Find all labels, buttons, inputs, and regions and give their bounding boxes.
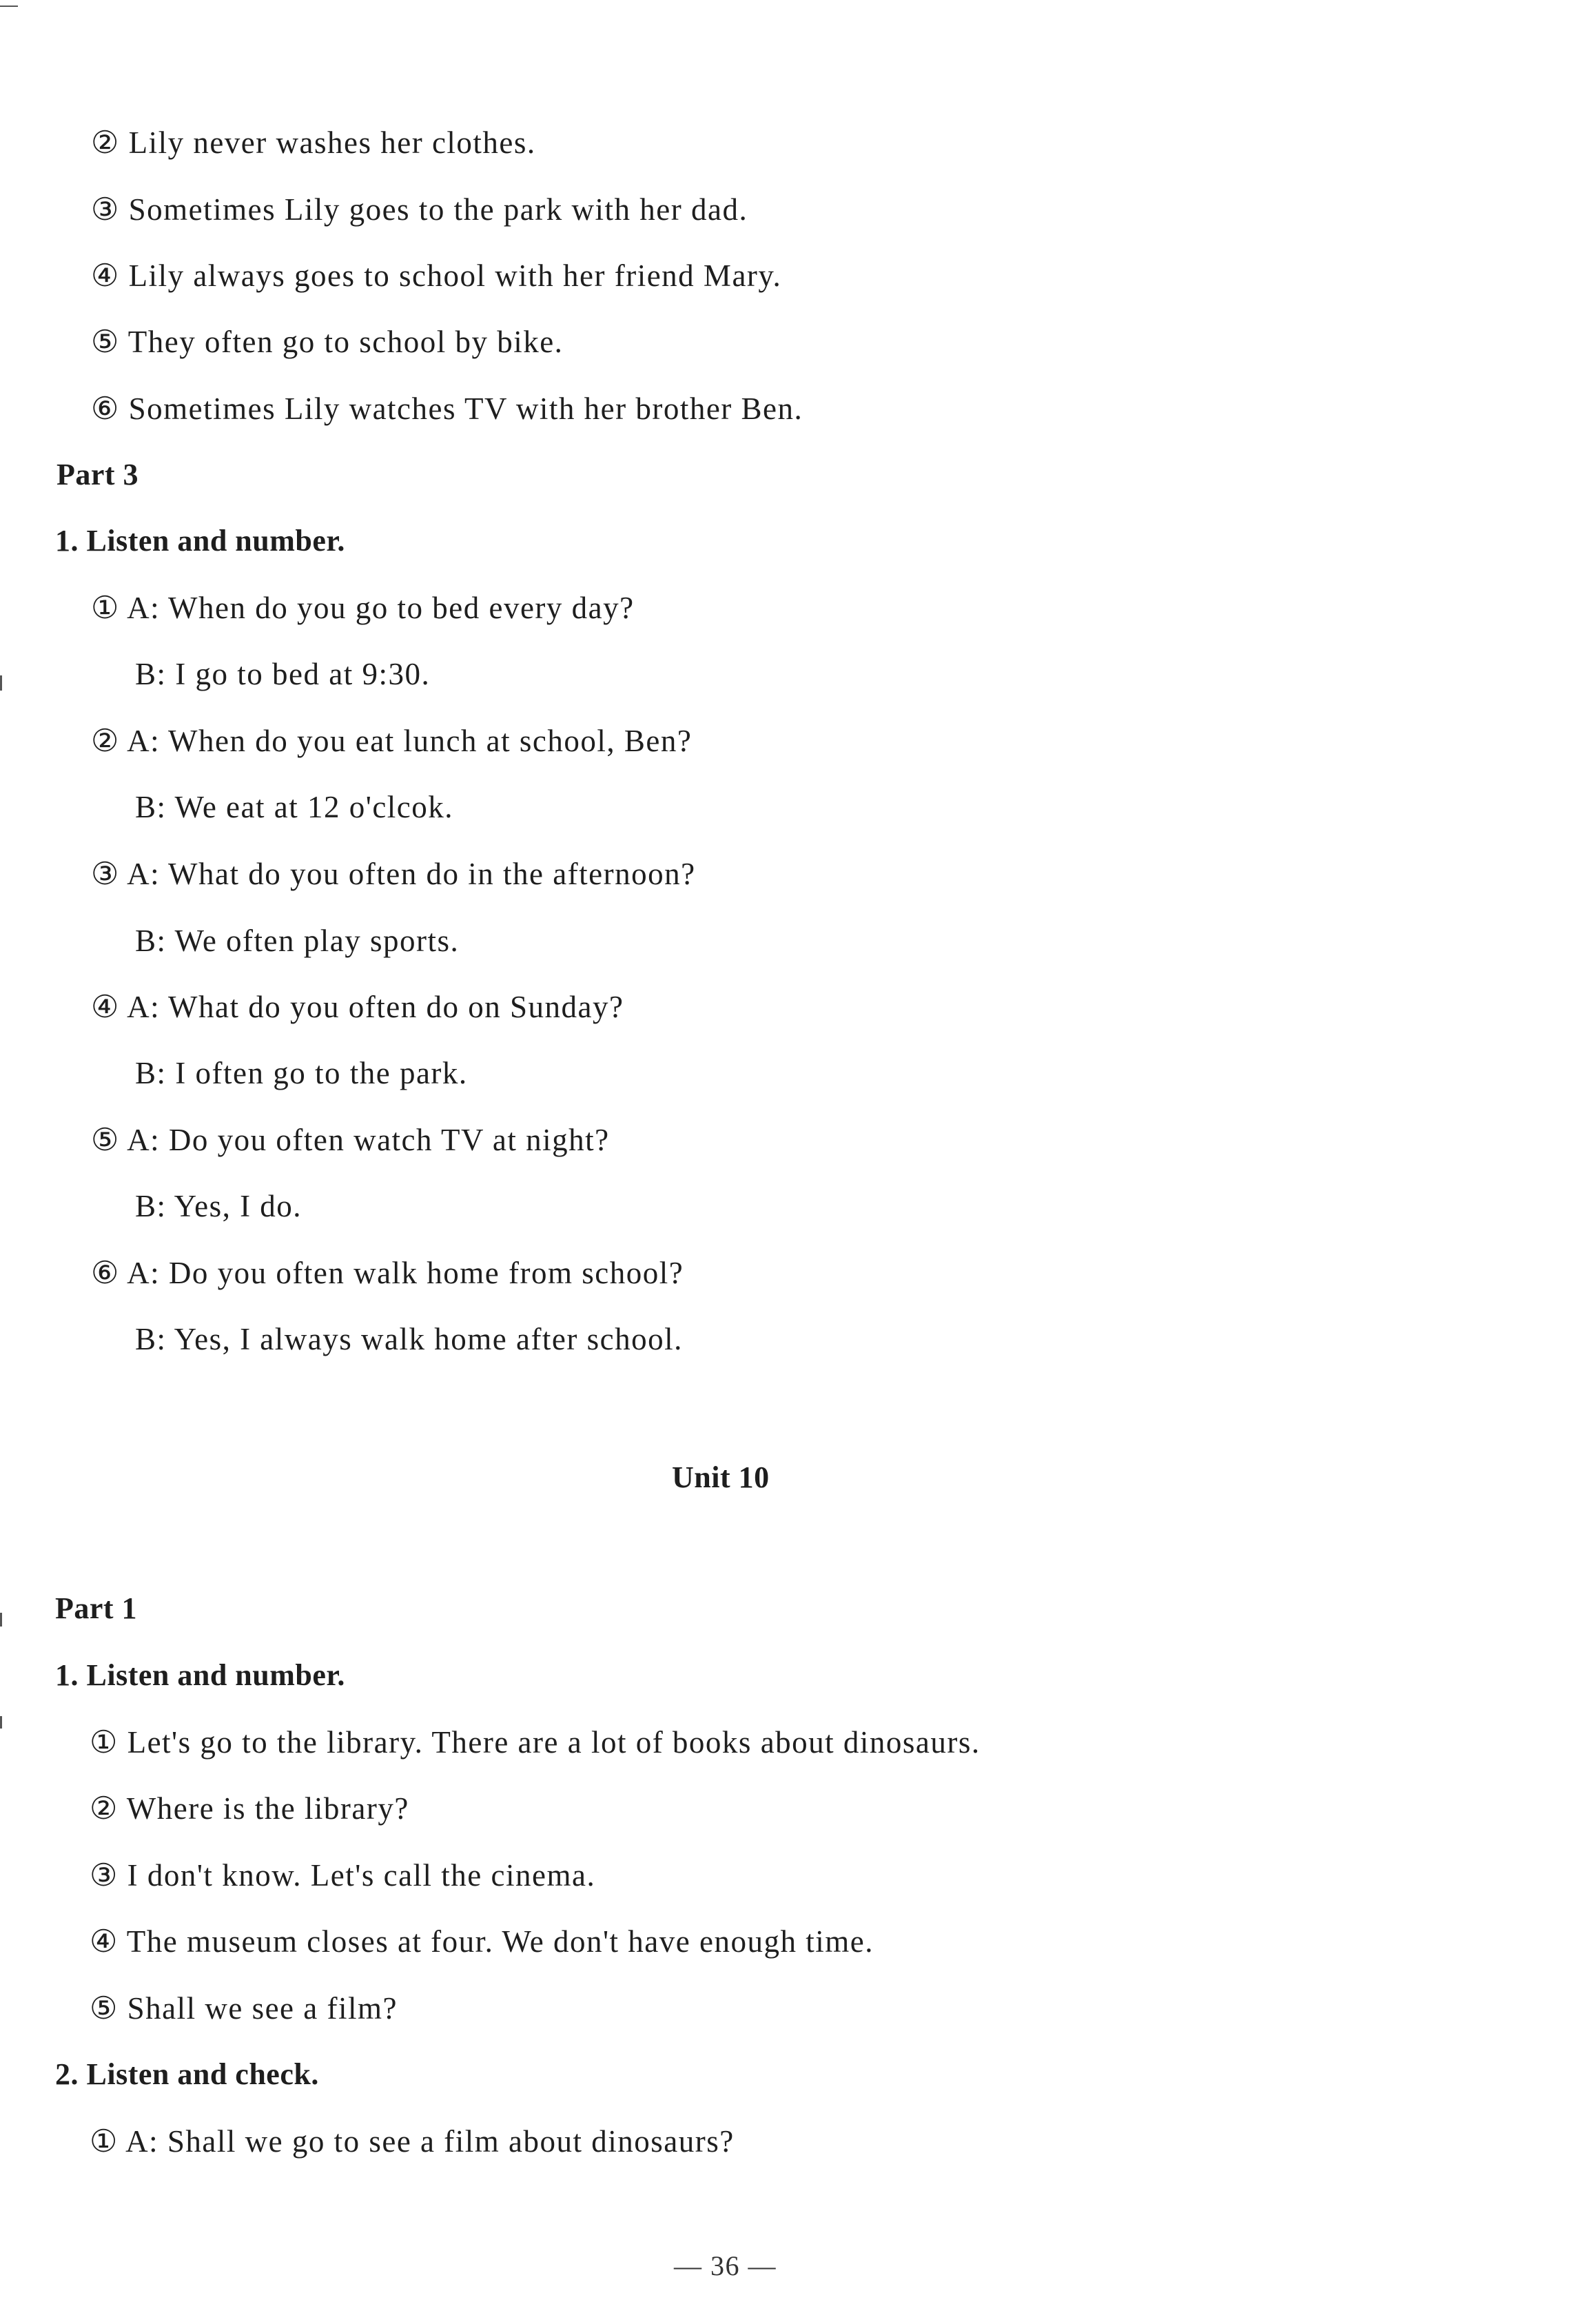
item-number: ② bbox=[91, 125, 120, 160]
item-text: The museum closes at four. We don't have enough time. bbox=[126, 1924, 874, 1959]
list-item bbox=[91, 327, 563, 358]
dialogue-text: A: What do you often do in the afternoon? bbox=[127, 857, 696, 891]
dialogue-line-a bbox=[90, 2126, 735, 2157]
item-number: ③ bbox=[91, 857, 120, 891]
unit-title: Unit 10 bbox=[672, 1460, 770, 1494]
item-number: ④ bbox=[90, 1924, 119, 1959]
item-number: ⑤ bbox=[91, 1123, 120, 1157]
dialogue-line-a bbox=[91, 1125, 610, 1156]
page-number: — 36 — bbox=[674, 2250, 777, 2281]
dialogue-text: A: When do you go to bed every day? bbox=[127, 591, 635, 625]
item-number: ⑤ bbox=[91, 325, 120, 359]
list-item bbox=[90, 1860, 595, 1891]
item-text: Shall we see a film? bbox=[127, 1991, 398, 2026]
dialogue-text: A: Shall we go to see a film about dinosaurs? bbox=[125, 2124, 735, 2159]
dialogue-text: A: Do you often walk home from school? bbox=[127, 1256, 684, 1290]
dialogue-line-b: B: We often play sports. bbox=[135, 924, 460, 958]
dialogue-text: A: What do you often do on Sunday? bbox=[127, 990, 624, 1024]
list-item bbox=[90, 1926, 874, 1957]
item-text: Sometimes Lily watches TV with her brother Ben. bbox=[128, 391, 803, 426]
list-item bbox=[91, 258, 782, 293]
section-title: 1. Listen and number. bbox=[55, 524, 345, 558]
dialogue-line-a bbox=[91, 992, 624, 1023]
list-item bbox=[91, 125, 536, 160]
part-heading: Part 3 bbox=[57, 458, 139, 491]
item-number: ⑥ bbox=[91, 391, 120, 426]
scan-edge-mark bbox=[0, 1716, 2, 1729]
item-number: ② bbox=[91, 724, 120, 758]
dialogue-text: A: Do you often watch TV at night? bbox=[127, 1123, 610, 1157]
section-title: 2. Listen and check. bbox=[55, 2057, 319, 2091]
dialogue-line-a bbox=[91, 859, 696, 890]
item-text: They often go to school by bike. bbox=[127, 325, 564, 359]
item-text: Where is the library? bbox=[126, 1791, 409, 1826]
list-item bbox=[91, 391, 803, 426]
item-text: Lily always goes to school with her friend Mary. bbox=[128, 258, 782, 293]
list-item bbox=[91, 194, 748, 225]
item-number: ⑥ bbox=[91, 1256, 120, 1290]
scan-edge-mark bbox=[0, 1613, 2, 1627]
list-item bbox=[90, 1727, 981, 1758]
scan-edge-mark bbox=[0, 675, 2, 691]
item-text: Sometimes Lily goes to the park with her dad. bbox=[128, 192, 748, 227]
list-item bbox=[90, 1793, 409, 1824]
dialogue-line-a bbox=[91, 1258, 684, 1289]
dialogue-line-a bbox=[91, 726, 692, 757]
dialogue-text: A: When do you eat lunch at school, Ben? bbox=[127, 724, 693, 758]
list-item bbox=[90, 1993, 398, 2024]
dialogue-line-b: B: We eat at 12 o'clcok. bbox=[135, 790, 454, 824]
dialogue-line-b: B: Yes, I always walk home after school. bbox=[135, 1322, 683, 1356]
item-number: ④ bbox=[91, 258, 120, 293]
item-text: Lily never washes her clothes. bbox=[128, 125, 536, 160]
item-number: ④ bbox=[91, 990, 120, 1024]
item-text: I don't know. Let's call the cinema. bbox=[127, 1858, 596, 1893]
item-number: ③ bbox=[91, 192, 120, 227]
item-number: ① bbox=[90, 2124, 119, 2159]
item-number: ② bbox=[90, 1791, 119, 1826]
item-number: ① bbox=[90, 1725, 119, 1760]
dialogue-line-b: B: I often go to the park. bbox=[135, 1056, 468, 1090]
dialogue-line-b: B: Yes, I do. bbox=[135, 1189, 303, 1223]
item-text: Let's go to the library. There are a lot of books about dinosaurs. bbox=[127, 1725, 981, 1760]
item-number: ③ bbox=[90, 1858, 119, 1893]
item-number: ⑤ bbox=[90, 1991, 119, 2026]
part-heading: Part 1 bbox=[55, 1591, 138, 1625]
scan-edge-mark bbox=[0, 6, 18, 7]
dialogue-line-b: B: I go to bed at 9:30. bbox=[135, 657, 431, 691]
item-number: ① bbox=[91, 591, 120, 625]
dialogue-line-a bbox=[91, 593, 635, 624]
section-title: 1. Listen and number. bbox=[55, 1658, 345, 1692]
